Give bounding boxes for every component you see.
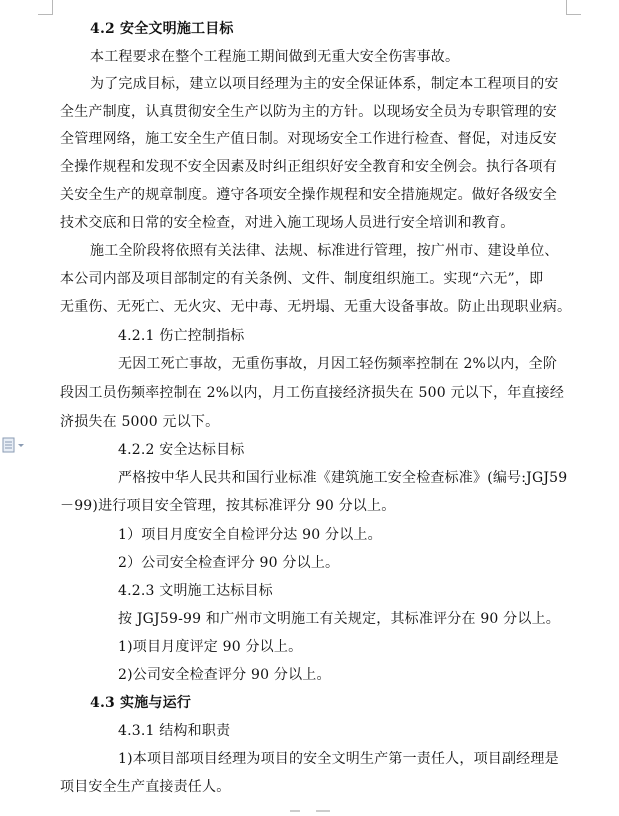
paragraph-line: 全生产制度，认真贯彻安全生产以防为主的方针。以现场安全员为专职管理的安 [60,104,557,120]
paragraph-line: 严格按中华人民共和国行业标准《建筑施工安全检查标准》(编号:JGJ59 [118,470,568,486]
paragraph-line: 本工程要求在整个工程施工期间做到无重大安全伤害事故。 [90,49,460,65]
paragraph-line: 1)本项目部项目经理为项目的安全文明生产第一责任人，项目副经理是 [118,751,559,767]
list-item: 2）公司安全检查评分 90 分以上。 [118,555,340,571]
paragraph-line: 全操作规程和发现不安全因素及时纠正组织好安全教育和安全例会。执行各项有 [60,159,557,175]
list-item: 1)项目月度评定 90 分以上。 [118,639,303,655]
paragraph-line: 济损失在 5000 元以下。 [60,414,220,430]
paragraph-line: 施工全阶段将依照有关法律、法规、标准进行管理，按广州市、建设单位、 [90,243,559,259]
paragraph-line: 段因工员伤频率控制在 2%以内，月工伤直接经济损失在 500 元以下，年直接经 [60,385,565,401]
page-corner-mark-right [566,0,581,15]
subsection-heading-4-2-3: 4.2.3 文明施工达标目标 [118,583,273,599]
page-corner-mark-left [38,0,53,15]
paragraph-line: 技术交底和日常的安全检查，对进入施工现场人员进行安全培训和教育。 [60,215,515,231]
paragraph-line: 无因工死亡事故，无重伤事故，月因工轻伤频率控制在 2%以内，全阶 [118,356,558,372]
subsection-heading-4-2-1: 4.2.1 伤亡控制指标 [118,328,245,344]
document-map-icon[interactable] [2,437,28,453]
paragraph-line: 全管理网络，施工安全生产值日制。对现场安全工作进行检查、督促，对违反安 [60,131,557,147]
paragraph-line: －99)进行项目安全管理，按其标准评分 90 分以上。 [60,498,396,514]
subsection-heading-4-2-2: 4.2.2 安全达标目标 [118,442,245,458]
list-item: 1）项目月度安全自检评分达 90 分以上。 [118,527,382,543]
paragraph-line: 无重伤、无死亡、无火灾、无中毒、无坍塌、无重大设备事故。防止出现职业病。 [60,299,572,315]
page-break-marks [286,797,336,804]
paragraph-line: 按 JGJ59-99 和广州市文明施工有关规定，其标准评分在 90 分以上。 [118,611,560,627]
paragraph-line: 项目安全生产直接责任人。 [60,779,231,795]
list-item: 2)公司安全检查评分 90 分以上。 [118,667,331,683]
paragraph-line: 本公司内部及项目部制定的有关条例、文件、制度组织施工。实现“六无”，即 [60,271,544,287]
paragraph-line: 为了完成目标，建立以项目经理为主的安全保证体系，制定本工程项目的安 [90,76,559,92]
subsection-heading-4-3-1: 4.3.1 结构和职责 [118,723,231,739]
section-heading-4-2: 4.2 安全文明施工目标 [90,21,234,37]
section-heading-4-3: 4.3 实施与运行 [90,695,192,711]
paragraph-line: 关安全生产的规章制度。遵守各项安全操作规程和安全措施规定。做好各级安全 [60,187,557,203]
